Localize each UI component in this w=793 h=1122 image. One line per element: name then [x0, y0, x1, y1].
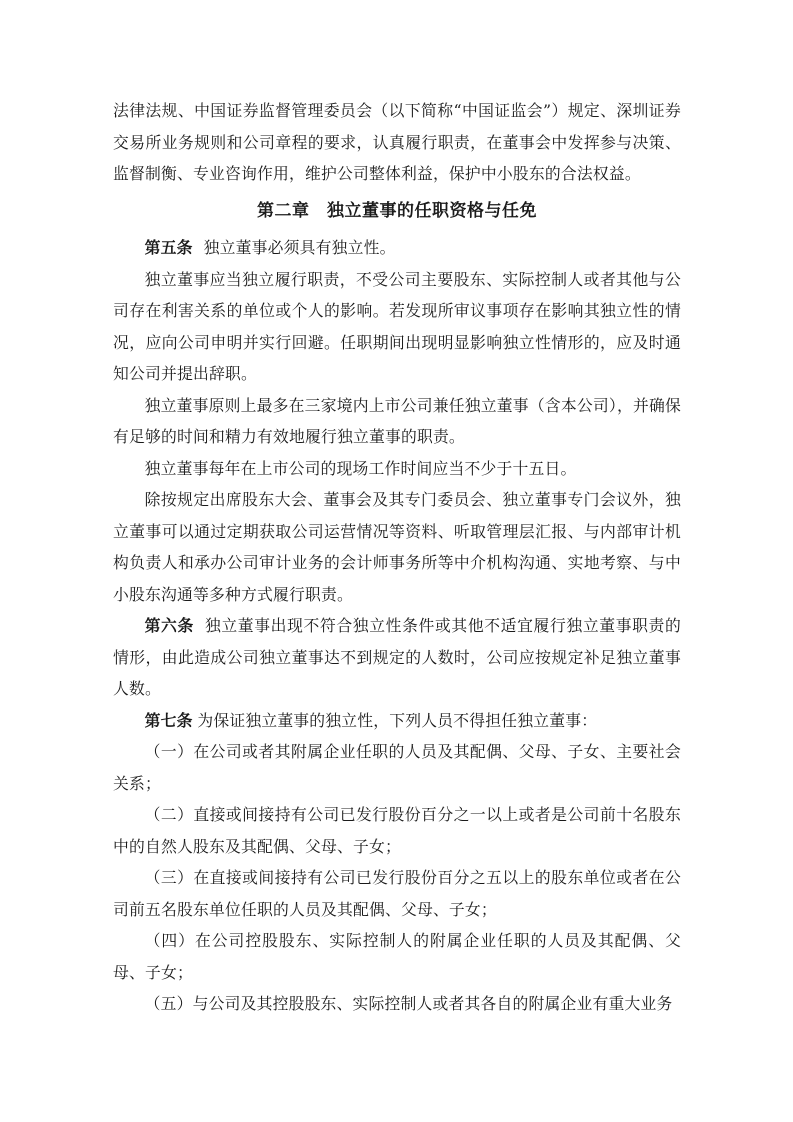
article-6-text: 独立董事出现不符合独立性条件或其他不适宜履行独立董事职责的情形，由此造成公司独立董事达不到规定的人数时，公司应按规定补足独立董事人数。 [113, 616, 681, 698]
article-5-paragraph-1: 独立董事应当独立履行职责，不受公司主要股东、实际控制人或者其他与公司存在利害关系的单位或个人的影响。若发现所审议事项存在影响其独立性的情况，应向公司申明并实行回避。任职期间出现明显影响独立性情形的，应及时通知公司并提出辞职。 [113, 269, 681, 383]
article-7-item-2: （二）直接或间接持有公司已发行股份百分之一以上或者是公司前十名股东中的自然人股东及其配偶、父母、子女； [113, 805, 681, 856]
article-5 [113, 232, 681, 264]
article-7-item-1: （一）在公司或者其附属企业任职的人员及其配偶、父母、子女、主要社会关系； [113, 742, 681, 793]
article-7-item-5: （五）与公司及其控股股东、实际控制人或者其各自的附属企业有重大业务 [144, 994, 673, 1013]
article-7-item-4: （四）在公司控股股东、实际控制人的附属企业任职的人员及其配偶、父母、子女； [113, 931, 681, 982]
article-7-label: 第七条 [144, 710, 193, 730]
article-7-item-3: （三）在直接或间接持有公司已发行股份百分之五以上的股东单位或者在公司前五名股东单位任职的人员及其配偶、父母、子女； [113, 868, 681, 919]
article-5-paragraph-3: 独立董事每年在上市公司的现场工作时间应当不少于十五日。 [144, 458, 577, 478]
article-6-label: 第六条 [144, 616, 194, 635]
article-6 [113, 610, 681, 705]
article-5-paragraph-2: 独立董事原则上最多在三家境内上市公司兼任独立董事（含本公司），并确保有足够的时间和精力有效地履行独立董事的职责。 [113, 395, 681, 446]
article-5-paragraph-4: 除按规定出席股东大会、董事会及其专门委员会、独立董事专门会议外，独立董事可以通过定期获取公司运营情况等资料、听取管理层汇报、与内部审计机构负责人和承办公司审计业务的会计师事务所等中介机构沟通、实地考察、与中小股东沟通等多种方式履行职责。 [113, 490, 681, 604]
article-7 [113, 705, 681, 737]
chapter-heading: 第二章 独立董事的任职资格与任免 [257, 200, 537, 221]
intro-continued-paragraph: 法律法规、中国证券监督管理委员会（以下简称“中国证监会”）规定、深圳证券交易所业务规则和公司章程的要求，认真履行职责，在董事会中发挥参与决策、监督制衡、专业咨询作用，维护公司整体利益，保护中小股东的合法权益。 [113, 101, 681, 183]
article-7-text: 为保证独立董事的独立性，下列人员不得担任独立董事： [197, 710, 598, 730]
article-5-text: 独立董事必须具有独立性。 [203, 238, 396, 257]
article-5-label: 第五条 [144, 238, 193, 257]
